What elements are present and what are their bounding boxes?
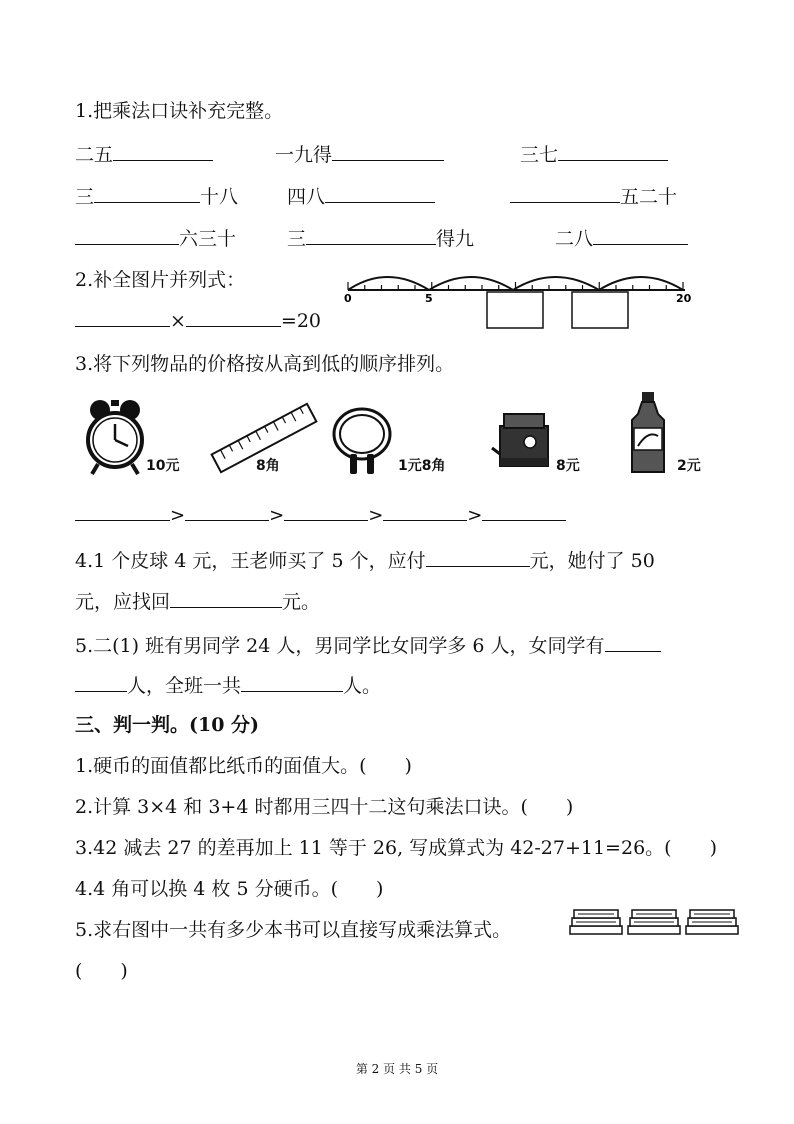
price-label: 10元 xyxy=(146,458,180,474)
price-label: 8元 xyxy=(556,458,580,474)
q4-line2: 元，应找回 元。 xyxy=(75,591,321,613)
judge-item-4: 4.4 角可以换 4 枚 5 分硬币。( ) xyxy=(75,878,384,900)
q1-title: 1.把乘法口诀补充完整。 xyxy=(75,100,284,122)
q2-title: 2.补全图片并列式： xyxy=(75,269,246,291)
book-stacks-icon xyxy=(566,906,742,938)
q1-r3-b: 三 得九 xyxy=(287,228,475,250)
answer-blank[interactable] xyxy=(113,142,213,161)
q3-title: 3.将下列物品的价格按从高到低的顺序排列。 xyxy=(75,353,455,375)
judge-item-1: 1.硬币的面值都比纸币的面值大。( ) xyxy=(75,755,412,777)
answer-blank[interactable] xyxy=(593,226,688,245)
page-footer: 第 2 页 共 5 页 xyxy=(355,1062,439,1076)
price-label: 1元8角 xyxy=(398,458,446,474)
q4-line1: 4.1 个皮球 4 元，王老师买了 5 个，应付 元，她付了 50 xyxy=(75,550,655,572)
answer-blank[interactable] xyxy=(325,184,435,203)
answer-blank[interactable] xyxy=(170,589,282,608)
answer-blank[interactable] xyxy=(306,226,436,245)
answer-blank[interactable] xyxy=(332,142,444,161)
q1-r3-a: 六三十 xyxy=(75,226,236,251)
answer-blank[interactable] xyxy=(75,226,179,245)
tick-label-5: 5 xyxy=(425,292,433,305)
jump-rope-icon xyxy=(328,404,400,476)
alarm-clock-icon xyxy=(84,396,146,476)
q5-line1: 5.二(1) 班有男同学 24 人，男同学比女同学多 6 人，女同学有 xyxy=(75,633,661,658)
answer-blank[interactable] xyxy=(558,142,668,161)
judge-item-5-paren: ( ) xyxy=(75,960,128,982)
q1-r2-c: 五二十 xyxy=(510,184,677,209)
price-label: 8角 xyxy=(256,458,280,474)
pencil-sharpener-icon xyxy=(490,408,554,472)
judge-item-2: 2.计算 3×4 和 3+4 时都用三四十二这句乘法口诀。( ) xyxy=(75,796,574,818)
q1-r1-c: 三七 xyxy=(520,142,668,167)
answer-blank[interactable] xyxy=(185,502,269,521)
answer-blank[interactable] xyxy=(75,673,127,692)
answer-blank[interactable] xyxy=(186,308,281,327)
number-line-diagram xyxy=(340,262,700,338)
answer-blank[interactable] xyxy=(510,184,620,203)
judge-item-5: 5.求右图中一共有多少本书可以直接写成乘法算式。 xyxy=(75,919,512,941)
tick-label-0: 0 xyxy=(344,292,352,305)
bottle-icon xyxy=(628,390,668,476)
answer-blank[interactable] xyxy=(94,184,200,203)
answer-blank[interactable] xyxy=(75,308,170,327)
q1-r2-a: 三 十八 xyxy=(75,186,239,208)
answer-blank[interactable] xyxy=(75,502,170,521)
q1-r1-b: 一九得 xyxy=(275,142,444,167)
answer-blank[interactable] xyxy=(241,673,343,692)
q3-order-line: > > > > xyxy=(75,502,566,528)
answer-blank[interactable] xyxy=(383,502,467,521)
q5-line2: 人，全班一共 人。 xyxy=(75,673,381,698)
answer-blank[interactable] xyxy=(284,502,368,521)
answer-blank[interactable] xyxy=(605,633,661,652)
price-label: 2元 xyxy=(677,458,701,474)
q2-equation: × =20 xyxy=(75,308,321,333)
section-3-title: 三、判一判。(10 分) xyxy=(75,714,260,736)
blank-box[interactable] xyxy=(572,292,628,328)
q1-r1-a: 二五 xyxy=(75,142,213,167)
q1-r2-b: 四八 xyxy=(287,184,435,209)
judge-item-3: 3.42 减去 27 的差再加上 11 等于 26, 写成算式为 42-27+11=26。( ) xyxy=(75,837,717,859)
answer-blank[interactable] xyxy=(426,548,530,567)
blank-box[interactable] xyxy=(487,292,543,328)
answer-blank[interactable] xyxy=(482,502,566,521)
tick-label-20: 20 xyxy=(676,292,692,305)
q1-r3-c: 二八 xyxy=(555,226,688,251)
